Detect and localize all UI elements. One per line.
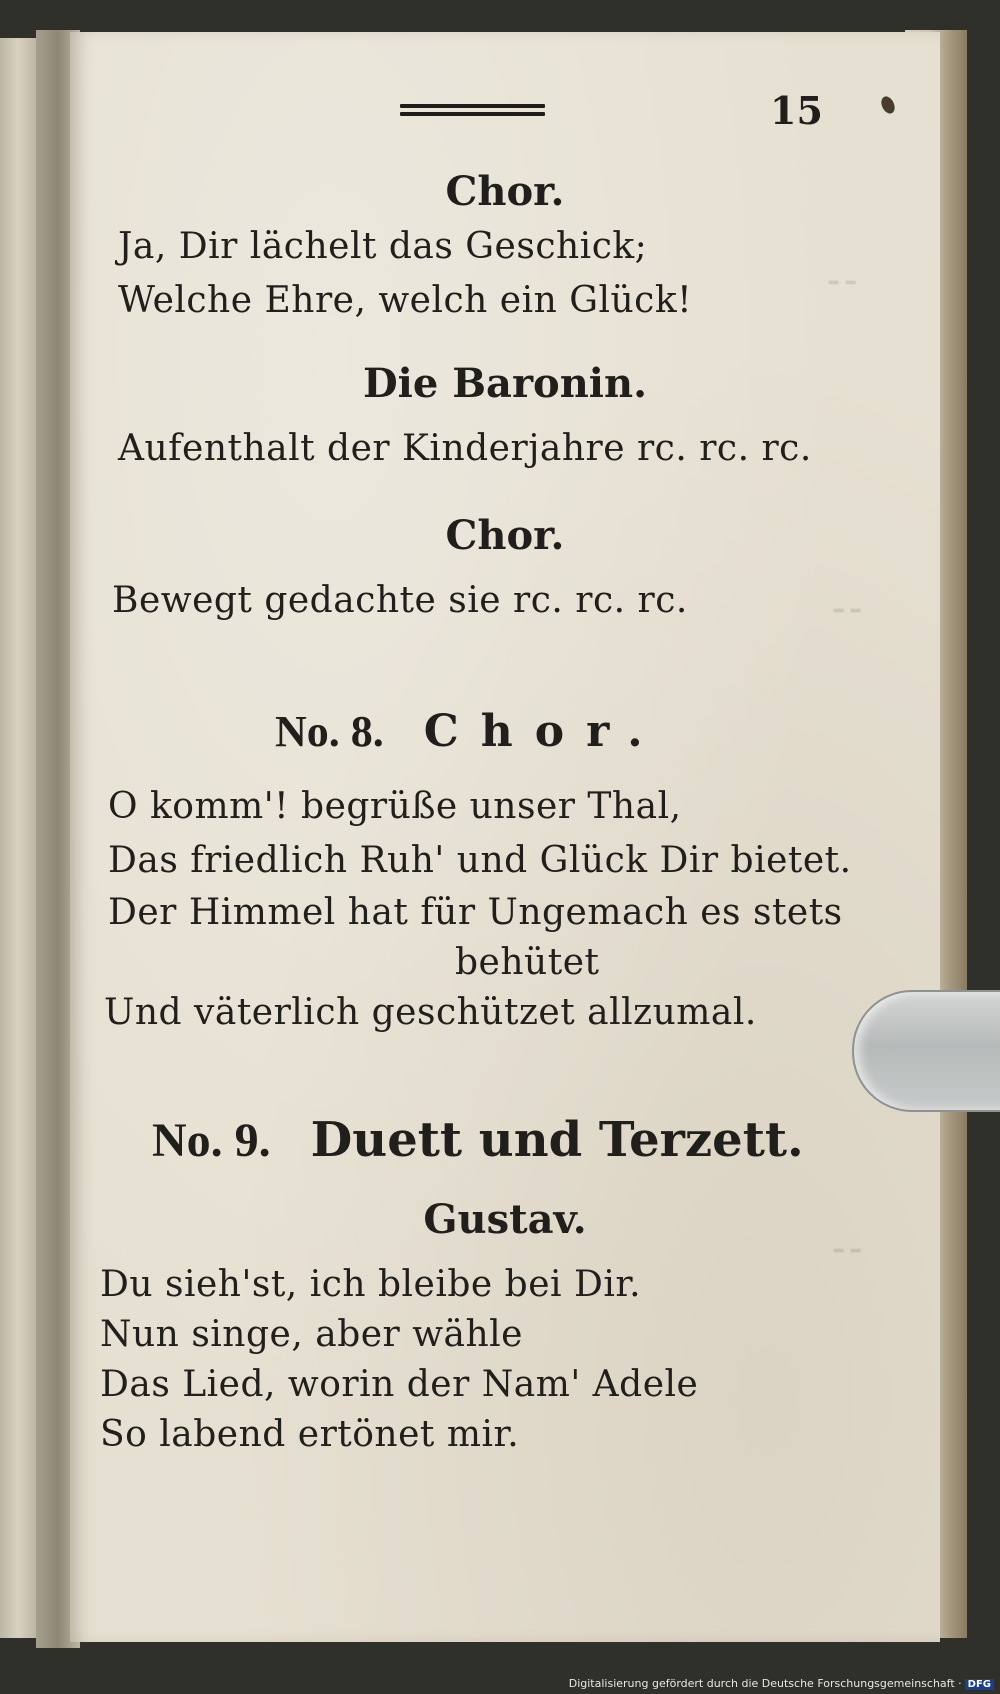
verse-line: Ja, Dir lächelt das Geschick; [118,226,648,267]
section-heading-chor: Chor. [445,512,565,559]
piece-number: No. 9. [152,1114,271,1167]
verse-line: Aufenthalt der Kinderjahre rc. rc. rc. [118,428,812,469]
verse-line: Welche Ehre, welch ein Glück! [118,280,693,321]
number-heading-9 [152,1112,804,1168]
page-holder-clip [852,990,1000,1112]
verse-line: O komm'! begrüße unser Thal, [108,786,682,827]
section-heading-baronin: Die Baronin. [362,360,648,407]
piece-number: No. 8. [275,707,384,756]
verse-line: Du sieh'st, ich bleibe bei Dir. [100,1264,642,1305]
piece-title: Chor. [423,706,665,757]
decorative-double-rule [400,104,545,120]
bleed-through-mark: ⁃⁃ [825,264,859,304]
dfg-logo: DFG [965,1679,994,1690]
verse-line-continuation: behütet [455,942,600,983]
verse-line: Und väterlich geschützet allzumal. [104,992,757,1033]
verse-line: Bewegt gedachte sie rc. rc. rc. [112,580,688,621]
verse-line: Der Himmel hat für Ungemach es stets [108,892,843,933]
verse-line: Nun singe, aber wähle [100,1314,523,1355]
credit-text: Digitalisierung gefördert durch die Deutsche Forschungsgemeinschaft · [568,1677,962,1690]
page-number: 15 [770,88,823,133]
section-heading-gustav: Gustav. [423,1196,587,1243]
verse-line: Das friedlich Ruh' und Glück Dir bietet. [108,840,852,881]
verse-line: Das Lied, worin der Nam' Adele [100,1364,699,1405]
piece-title: Duett und Terzett. [310,1112,804,1168]
previous-page-edge [0,38,40,1638]
verse-line: So labend ertönet mir. [100,1414,520,1455]
number-heading-8 [275,706,665,757]
bleed-through-mark: ⁃⁃ [830,1232,864,1272]
bleed-through-mark: ⁃⁃ [830,592,864,632]
section-heading-chor: Chor. [445,168,565,215]
digitization-credit [569,1677,994,1690]
